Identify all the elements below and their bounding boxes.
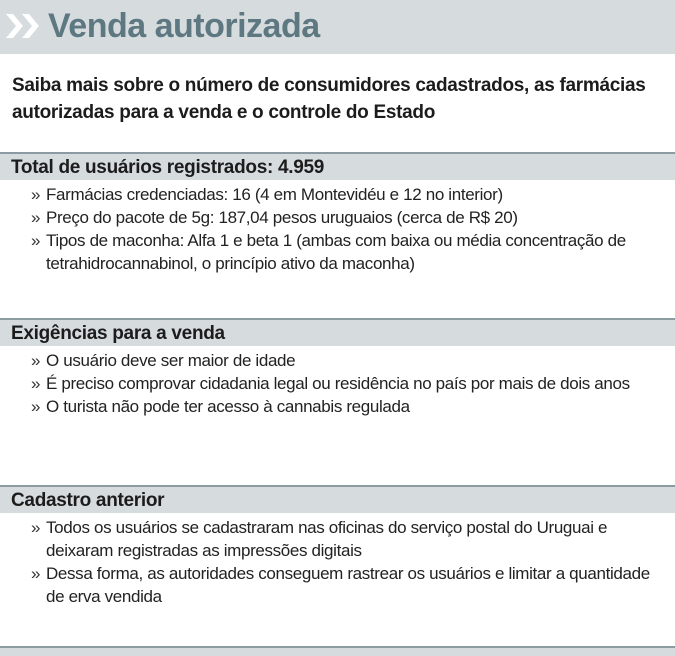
intro-text: Saiba mais sobre o número de consumidores cadastrados, as farmácias autorizadas para a venda e o controle do Estado xyxy=(12,75,646,123)
bullet: » xyxy=(31,518,41,537)
section-header-requirements xyxy=(0,318,675,346)
bullet: » xyxy=(31,208,41,227)
list-item: » Preço do pacote de 5g: 187,04 pesos uruguaios (cerca de R$ 20) xyxy=(31,208,518,227)
section-title: Total de usuários registrados: 4.959 xyxy=(11,157,325,178)
section-list-registration xyxy=(0,516,675,608)
bottom-bar xyxy=(0,646,675,656)
bullet: » xyxy=(31,231,41,250)
page-title: Venda autorizada xyxy=(48,7,320,45)
double-chevron-right-icon xyxy=(6,11,44,41)
section-title: Cadastro anterior xyxy=(11,490,165,511)
bullet: » xyxy=(31,564,41,583)
section-list-total xyxy=(0,183,675,275)
bullet: » xyxy=(31,351,41,370)
list-item: » Tipos de maconha: Alfa 1 e beta 1 (ambas com baixa ou média concentração de tetrahidrocannabinol, o princípio ativo da maconha) xyxy=(31,231,626,273)
bullet: » xyxy=(31,374,41,393)
list-item: » Farmácias credenciadas: 16 (4 em Montevidéu e 12 no interior) xyxy=(31,185,503,204)
bullet: » xyxy=(31,397,41,416)
section-header-total xyxy=(0,152,675,180)
list-item: » Todos os usuários se cadastraram nas oficinas do serviço postal do Uruguai e deixaram registradas as impressões digitais xyxy=(31,518,608,560)
section-list-requirements xyxy=(0,349,675,418)
header-bar xyxy=(0,0,675,54)
list-item: » O usuário deve ser maior de idade xyxy=(31,351,296,370)
section-title: Exigências para a venda xyxy=(11,323,225,344)
list-item: » O turista não pode ter acesso à cannabis regulada xyxy=(31,397,410,416)
bullet: » xyxy=(31,185,41,204)
list-item: » Dessa forma, as autoridades conseguem rastrear os usuários e limitar a quantidade de erva vendida xyxy=(31,564,650,606)
section-header-registration xyxy=(0,485,675,513)
list-item: » É preciso comprovar cidadania legal ou residência no país por mais de dois anos xyxy=(31,374,630,393)
